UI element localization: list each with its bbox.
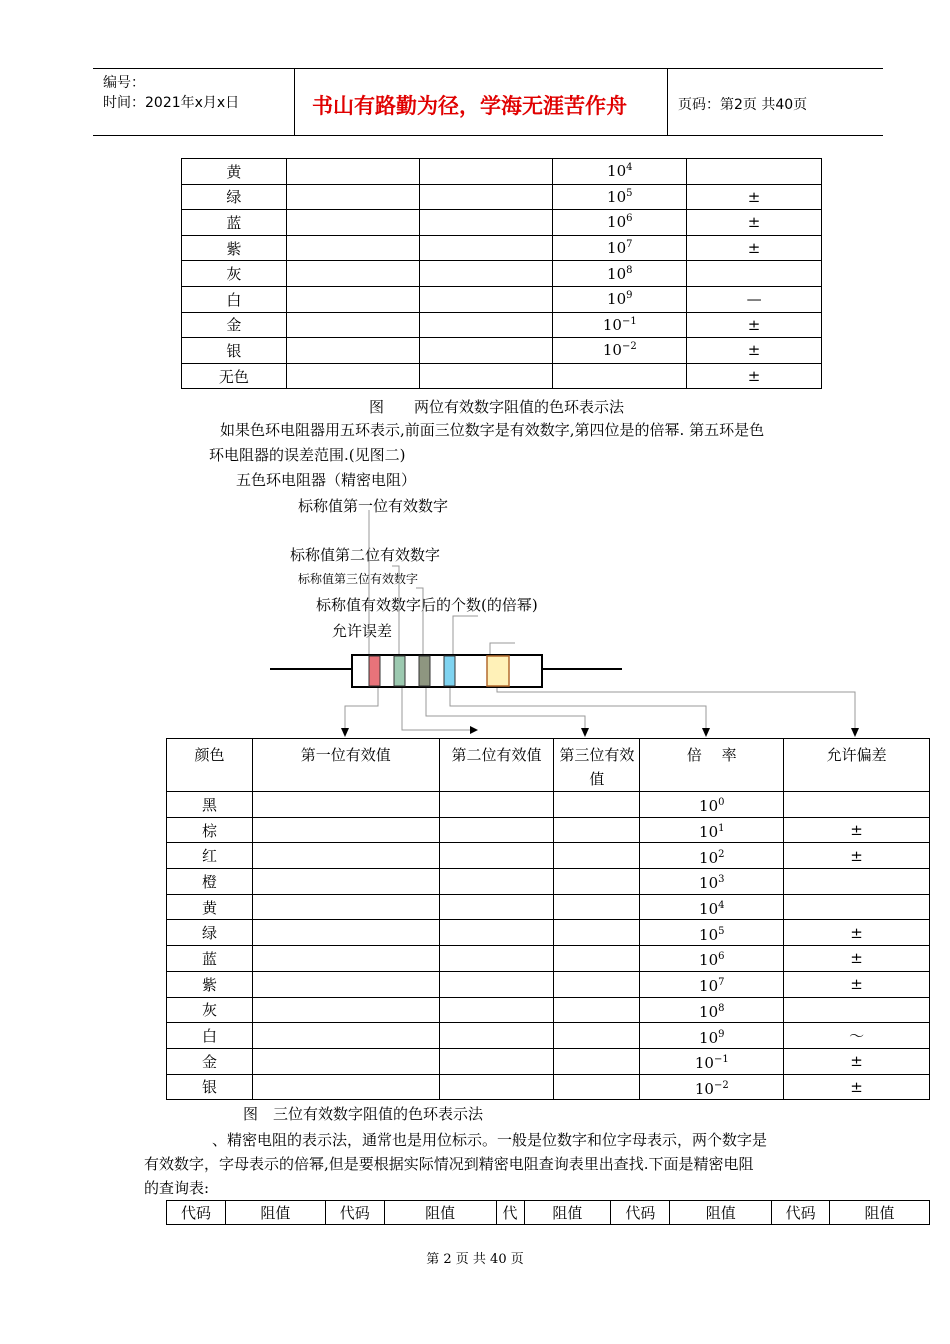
paragraph-1-line-2: 环电阻器的误差范围.(见图二) (209, 446, 406, 464)
second-digit-cell (439, 843, 554, 869)
leader-multiplier (453, 616, 478, 657)
column-header: 代码 (167, 1201, 226, 1225)
band-first-digit (369, 656, 380, 686)
header-motto: 书山有路勤为径，学海无涯苦作舟 (312, 94, 627, 118)
arrowhead-first (341, 728, 349, 737)
figure-caption-2: 图 三位有效数字阻值的色环表示法 (243, 1105, 484, 1123)
first-digit-cell (252, 946, 439, 972)
multiplier-exponent: −1 (621, 315, 637, 327)
second-digit-cell (419, 235, 553, 261)
column-header: 阻值 (384, 1201, 496, 1225)
label-second-digit: 标称值第二位有效数字 (290, 546, 441, 564)
three-digit-color-table (166, 738, 930, 1100)
second-digit-cell (419, 261, 553, 287)
paragraph-2-line-3: 的查询表: (144, 1179, 210, 1197)
color-name-cell: 灰 (182, 261, 287, 287)
multiplier-base: 10 (607, 213, 627, 232)
color-name-cell: 银 (167, 1074, 253, 1100)
arrow-multiplier (450, 688, 706, 730)
first-digit-cell (286, 210, 419, 236)
multiplier-base: 10 (607, 239, 627, 258)
first-digit-cell (286, 286, 419, 312)
color-name-cell: 棕 (167, 817, 253, 843)
multiplier-cell (553, 363, 687, 389)
multiplier-cell (553, 312, 687, 338)
arrowhead-second (470, 726, 478, 734)
second-digit-cell (419, 184, 553, 210)
header-bottom-rule (93, 135, 883, 136)
column-header: 阻值 (830, 1201, 930, 1225)
third-digit-cell (554, 1048, 640, 1074)
second-digit-cell (439, 946, 554, 972)
tolerance-cell (687, 159, 822, 185)
table-row (182, 338, 822, 364)
second-digit-cell (439, 971, 554, 997)
multiplier-exponent: 9 (718, 1028, 725, 1040)
multiplier-exponent: 8 (718, 1002, 725, 1014)
color-name-cell: 黑 (167, 792, 253, 818)
tolerance-cell: ± (784, 971, 930, 997)
multiplier-base: 10 (607, 162, 627, 181)
first-digit-cell (286, 363, 419, 389)
table-row (167, 946, 930, 972)
first-digit-cell (252, 843, 439, 869)
color-name-cell: 金 (182, 312, 287, 338)
first-digit-cell (286, 261, 419, 287)
third-digit-cell (554, 894, 640, 920)
table-row (167, 920, 930, 946)
table-row (167, 1023, 930, 1049)
color-name-cell: 金 (167, 1048, 253, 1074)
tolerance-cell: ± (687, 312, 822, 338)
third-digit-cell (554, 1074, 640, 1100)
first-digit-cell (252, 792, 439, 818)
third-digit-cell (554, 997, 640, 1023)
tolerance-cell: ± (784, 1048, 930, 1074)
multiplier-exponent: 5 (718, 925, 725, 937)
tolerance-cell: ± (687, 363, 822, 389)
column-header: 代码 (772, 1201, 830, 1225)
second-digit-cell (419, 159, 553, 185)
multiplier-exponent: 4 (718, 900, 725, 912)
tolerance-cell: ± (784, 1074, 930, 1100)
header-divider-2 (667, 68, 668, 136)
multiplier-cell (553, 261, 687, 287)
tolerance-cell (687, 261, 822, 287)
two-digit-color-table (181, 158, 822, 389)
multiplier-cell (640, 792, 784, 818)
multiplier-cell (640, 817, 784, 843)
table-row (167, 1048, 930, 1074)
multiplier-exponent: −1 (713, 1054, 729, 1066)
multiplier-cell (553, 235, 687, 261)
first-digit-cell (286, 235, 419, 261)
multiplier-base: 10 (699, 797, 719, 816)
column-header: 阻值 (670, 1201, 772, 1225)
label-first-digit: 标称值第一位有效数字 (298, 497, 449, 515)
tolerance-cell: — (687, 286, 822, 312)
multiplier-exponent: 0 (718, 797, 725, 809)
multiplier-exponent: 9 (626, 290, 633, 302)
tolerance-cell: ± (687, 338, 822, 364)
multiplier-exponent: 4 (626, 162, 633, 174)
second-digit-cell (419, 286, 553, 312)
doc-code-label: 编号： (103, 75, 145, 91)
multiplier-exponent: 5 (626, 187, 633, 199)
multiplier-cell (640, 1074, 784, 1100)
leader-third (416, 588, 423, 657)
color-name-cell: 蓝 (167, 946, 253, 972)
table-row (182, 286, 822, 312)
second-digit-cell (439, 920, 554, 946)
multiplier-base: 10 (607, 264, 627, 283)
tolerance-cell (784, 869, 930, 895)
third-digit-cell (554, 946, 640, 972)
tolerance-cell (784, 997, 930, 1023)
table-row (167, 971, 930, 997)
column-header: 代码 (611, 1201, 670, 1225)
column-header: 第一位有效值 (252, 739, 439, 792)
multiplier-base: 10 (607, 290, 627, 309)
multiplier-cell (553, 210, 687, 236)
second-digit-cell (439, 894, 554, 920)
multiplier-base: 10 (694, 1054, 714, 1073)
second-digit-cell (439, 1048, 554, 1074)
tolerance-cell: ± (784, 843, 930, 869)
third-digit-cell (554, 792, 640, 818)
column-header: 颜色 (167, 739, 253, 792)
second-digit-cell (419, 338, 553, 364)
multiplier-base: 10 (699, 823, 719, 842)
column-header: 倍 率 (640, 739, 784, 792)
third-digit-cell (554, 1023, 640, 1049)
first-digit-cell (252, 869, 439, 895)
multiplier-base: 10 (602, 315, 622, 334)
multiplier-cell (640, 894, 784, 920)
first-digit-cell (252, 894, 439, 920)
second-digit-cell (439, 817, 554, 843)
second-digit-cell (419, 363, 553, 389)
third-digit-cell (554, 869, 640, 895)
first-digit-cell (252, 920, 439, 946)
table-row (182, 235, 822, 261)
multiplier-cell (553, 338, 687, 364)
multiplier-base: 10 (699, 951, 719, 970)
multiplier-cell (640, 920, 784, 946)
paragraph-1-line-1: 如果色环电阻器用五环表示,前面三位数字是有效数字,第四位是的倍幂. 第五环是色 (220, 421, 765, 439)
multiplier-exponent: 8 (626, 264, 633, 276)
second-digit-cell (419, 312, 553, 338)
multiplier-cell (640, 997, 784, 1023)
table-row (182, 184, 822, 210)
first-digit-cell (252, 971, 439, 997)
color-name-cell: 红 (167, 843, 253, 869)
multiplier-base: 10 (699, 977, 719, 996)
table-row (182, 363, 822, 389)
multiplier-base: 10 (694, 1079, 714, 1098)
color-name-cell: 白 (182, 286, 287, 312)
first-digit-cell (286, 338, 419, 364)
figure-caption-1: 图 两位有效数字阻值的色环表示法 (369, 398, 625, 416)
color-name-cell: 紫 (167, 971, 253, 997)
multiplier-base: 10 (602, 341, 622, 360)
paragraph-1-line-3: 五色环电阻器（精密电阻） (236, 471, 417, 489)
column-header: 第三位有效值 (554, 739, 640, 792)
third-digit-cell (554, 920, 640, 946)
table-row (167, 843, 930, 869)
table-row (167, 997, 930, 1023)
table-row (182, 312, 822, 338)
multiplier-cell (553, 184, 687, 210)
multiplier-cell (553, 159, 687, 185)
column-header: 阻值 (524, 1201, 611, 1225)
color-name-cell: 黄 (167, 894, 253, 920)
multiplier-base: 10 (699, 900, 719, 919)
multiplier-exponent: 6 (718, 951, 725, 963)
table-row (167, 869, 930, 895)
multiplier-exponent: 3 (718, 874, 725, 886)
arrow-second (402, 688, 470, 730)
multiplier-base: 10 (607, 187, 627, 206)
third-digit-cell (554, 817, 640, 843)
label-tolerance: 允许误差 (332, 622, 393, 640)
multiplier-base: 10 (699, 848, 719, 867)
tolerance-cell: ± (687, 235, 822, 261)
multiplier-cell (640, 869, 784, 895)
first-digit-cell (252, 1048, 439, 1074)
column-header: 代码 (325, 1201, 384, 1225)
color-name-cell: 灰 (167, 997, 253, 1023)
multiplier-cell (640, 1023, 784, 1049)
color-name-cell: 无色 (182, 363, 287, 389)
paragraph-2-line-2: 有效数字，字母表示的倍幂,但是要根据实际情况到精密电阻查询表里出查找.下面是精密电阻 (144, 1155, 754, 1173)
tolerance-cell (784, 894, 930, 920)
arrowhead-tolerance (851, 728, 859, 737)
table-row (167, 817, 930, 843)
color-name-cell: 绿 (167, 920, 253, 946)
table-row (182, 159, 822, 185)
paragraph-2-line-1: 、精密电阻的表示法，通常也是用位标示。一般是位数字和位字母表示，两个数字是 (212, 1131, 768, 1149)
column-header: 阻值 (225, 1201, 325, 1225)
tolerance-cell: ± (784, 817, 930, 843)
page-footer: 第 2 页 共 40 页 (426, 1252, 524, 1267)
color-name-cell: 黄 (182, 159, 287, 185)
multiplier-exponent: 7 (626, 239, 633, 251)
multiplier-cell (640, 843, 784, 869)
column-header: 代 (496, 1201, 524, 1225)
multiplier-base: 10 (699, 1002, 719, 1021)
tolerance-cell (784, 792, 930, 818)
multiplier-exponent: −2 (713, 1079, 729, 1091)
arrow-first (345, 688, 378, 730)
first-digit-cell (252, 997, 439, 1023)
second-digit-cell (439, 869, 554, 895)
color-name-cell: 白 (167, 1023, 253, 1049)
third-digit-cell (554, 843, 640, 869)
tolerance-cell: ± (687, 184, 822, 210)
multiplier-exponent: 2 (718, 848, 725, 860)
table-row (167, 792, 930, 818)
band-tolerance (487, 656, 509, 686)
second-digit-cell (439, 1074, 554, 1100)
multiplier-cell (553, 286, 687, 312)
label-third-digit: 标称值第三位有效数字 (298, 572, 419, 586)
multiplier-exponent: −2 (621, 341, 637, 353)
arrowhead-third (581, 728, 589, 737)
multiplier-base: 10 (699, 1028, 719, 1047)
resistor-diagram (0, 500, 950, 745)
band-second-digit (394, 656, 405, 686)
band-third-digit (419, 656, 430, 686)
header-page-label: 页码：第2页 共40页 (678, 97, 808, 113)
first-digit-cell (286, 159, 419, 185)
multiplier-base: 10 (699, 874, 719, 893)
arrowhead-multiplier (702, 728, 710, 737)
precision-resistor-lookup-table (166, 1200, 930, 1225)
tolerance-cell: ± (687, 210, 822, 236)
color-name-cell: 橙 (167, 869, 253, 895)
multiplier-cell (640, 971, 784, 997)
header-divider-1 (294, 68, 295, 136)
table-row (167, 1074, 930, 1100)
color-name-cell: 蓝 (182, 210, 287, 236)
first-digit-cell (252, 1023, 439, 1049)
second-digit-cell (439, 997, 554, 1023)
second-digit-cell (419, 210, 553, 236)
tolerance-cell: ± (784, 920, 930, 946)
column-header: 第二位有效值 (439, 739, 554, 792)
first-digit-cell (286, 312, 419, 338)
table-row (182, 210, 822, 236)
color-name-cell: 紫 (182, 235, 287, 261)
multiplier-exponent: 6 (626, 213, 633, 225)
table-row (167, 894, 930, 920)
arrow-tolerance (497, 688, 855, 730)
doc-time-label: 时间：2021年x月x日 (103, 95, 240, 111)
first-digit-cell (252, 817, 439, 843)
tolerance-cell: ± (784, 946, 930, 972)
third-digit-cell (554, 971, 640, 997)
multiplier-cell (640, 946, 784, 972)
color-name-cell: 绿 (182, 184, 287, 210)
label-multiplier: 标称值有效数字后的个数(的倍幂) (316, 596, 538, 614)
band-multiplier (444, 656, 455, 686)
multiplier-cell (640, 1048, 784, 1074)
multiplier-exponent: 7 (718, 977, 725, 989)
multiplier-exponent: 1 (718, 823, 725, 835)
column-header: 允许偏差 (784, 739, 930, 792)
tolerance-cell: ～ (784, 1023, 930, 1049)
second-digit-cell (439, 1023, 554, 1049)
table-row (182, 261, 822, 287)
multiplier-base: 10 (699, 925, 719, 944)
color-name-cell: 银 (182, 338, 287, 364)
header-top-rule (93, 68, 883, 69)
second-digit-cell (439, 792, 554, 818)
leader-second (392, 566, 399, 657)
first-digit-cell (286, 184, 419, 210)
first-digit-cell (252, 1074, 439, 1100)
